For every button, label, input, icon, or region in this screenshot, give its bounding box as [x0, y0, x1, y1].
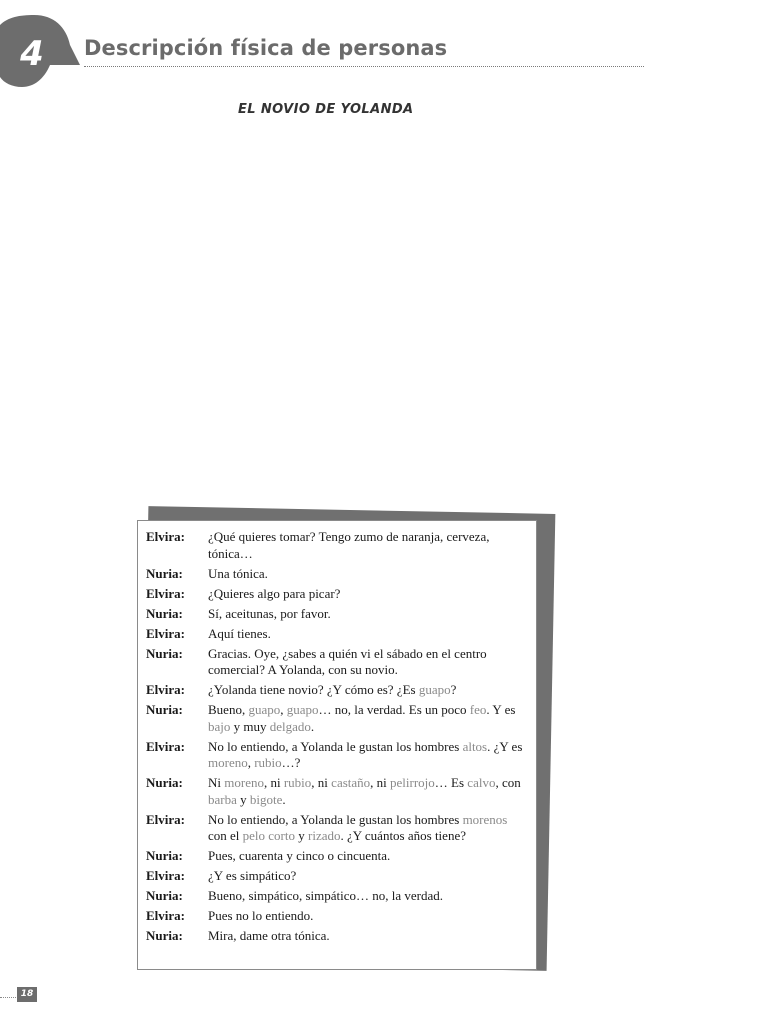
page-dots [0, 997, 16, 998]
dialogue-lines [146, 529, 536, 948]
speaker-name: Nuria: [146, 565, 183, 581]
speech-segment: . Y es [486, 702, 516, 717]
speech-segment: Bueno, simpático, simpático… no, la verdad. [208, 888, 444, 903]
dialogue-line [146, 868, 536, 885]
speech-segment: ¿Y es simpático? [208, 868, 297, 883]
speech-segment: Gracias. Oye, ¿sabes a quién vi el sábado en el centro comercial? A Yolanda, con su novio. [208, 645, 487, 677]
speech-segment: … Es [434, 775, 468, 790]
speaker-name: Elvira: [146, 811, 185, 827]
dialogue-line [146, 812, 536, 845]
highlighted-vocabulary: bajo [208, 718, 231, 734]
dialogue-line [146, 775, 536, 808]
highlighted-vocabulary: rubio [283, 775, 312, 790]
speech-text [208, 646, 536, 679]
speech-segment: con el [208, 828, 243, 843]
speech-segment: , [247, 755, 255, 770]
speaker-name: Elvira: [146, 625, 185, 641]
speech-segment: y [236, 791, 250, 807]
speaker-name: Nuria: [146, 775, 183, 790]
dialogue-line [146, 702, 536, 735]
dialogue-line [146, 928, 536, 945]
speech-segment: ? [450, 682, 457, 697]
speaker-name: Nuria: [146, 888, 183, 903]
speaker-name: Nuria: [146, 928, 183, 943]
dialogue-line [146, 606, 536, 623]
highlighted-vocabulary: delgado [269, 718, 311, 734]
highlighted-vocabulary: feo [469, 702, 487, 717]
speech-text [208, 868, 536, 885]
speaker-name: Elvira: [146, 908, 185, 923]
speech-segment: Ni [208, 775, 225, 790]
speaker-name: Nuria: [146, 848, 183, 863]
speech-text [208, 626, 536, 643]
unit-number: 4 [20, 34, 44, 74]
speech-text [208, 775, 536, 808]
speech-segment: y muy [230, 718, 270, 734]
highlighted-vocabulary: calvo [467, 775, 496, 790]
highlighted-vocabulary: altos [462, 738, 488, 754]
highlighted-vocabulary: rizado [308, 828, 341, 843]
title-divider [84, 66, 644, 67]
speech-text [208, 908, 536, 925]
highlighted-vocabulary: guapo [286, 702, 319, 717]
speech-text [208, 529, 536, 562]
speech-segment: ¿Qué quieres tomar? Tengo zumo de naranja, cerveza, tónica… [208, 529, 490, 561]
speech-text [208, 848, 536, 865]
unit-title: Descripción física de personas [84, 36, 448, 60]
speech-text [208, 606, 536, 623]
dialogue-line [146, 566, 536, 583]
speaker-name: Nuria: [146, 702, 183, 717]
unit-badge [0, 15, 80, 87]
speech-text [208, 888, 536, 905]
dialog-title: EL NOVIO DE YOLANDA [238, 102, 414, 117]
dialogue-line [146, 908, 536, 925]
speech-segment: , [280, 702, 287, 717]
highlighted-vocabulary: morenos [462, 811, 508, 827]
speech-segment: Bueno, [208, 702, 249, 717]
speech-segment: y [295, 828, 308, 843]
speech-segment: Mira, dame otra tónica. [208, 928, 330, 943]
highlighted-vocabulary: rubio [254, 755, 282, 770]
speech-segment: , con [495, 775, 521, 790]
speech-segment: Pues, cuarenta y cinco o cincuenta. [208, 848, 391, 863]
highlighted-vocabulary: moreno [208, 755, 248, 770]
page-number: 18 [17, 987, 37, 1002]
highlighted-vocabulary: pelirrojo [390, 775, 435, 790]
speaker-name: Elvira: [146, 682, 185, 697]
speech-segment: …? [281, 755, 301, 770]
highlighted-vocabulary: bigote [249, 791, 283, 807]
speech-segment: Una tónica. [208, 565, 268, 581]
speech-segment: Sí, aceitunas, por favor. [208, 605, 331, 621]
highlighted-vocabulary: moreno [224, 775, 264, 790]
speech-segment: Aquí tienes. [208, 625, 271, 641]
speaker-name: Nuria: [146, 645, 183, 661]
dialogue-line [146, 626, 536, 643]
speech-segment: Pues no lo entiendo. [208, 908, 314, 923]
speech-segment: … no, la verdad. Es un poco [318, 702, 470, 717]
speech-text [208, 682, 536, 699]
speech-segment: No lo entiendo, a Yolanda le gustan los hombres [208, 811, 463, 827]
speech-segment: No lo entiendo, a Yolanda le gustan los hombres [208, 738, 463, 754]
speech-segment: ¿Yolanda tiene novio? ¿Y cómo es? ¿Es [208, 682, 419, 697]
speech-text [208, 586, 536, 603]
highlighted-vocabulary: guapo [418, 682, 451, 697]
speech-segment: . ¿Y es [487, 738, 523, 754]
dialogue-line [146, 848, 536, 865]
speech-segment: , ni [311, 775, 332, 790]
dialogue-line [146, 888, 536, 905]
speech-segment: . ¿Y cuántos años tiene? [340, 828, 466, 843]
speech-segment: ¿Quieres algo para picar? [208, 585, 341, 601]
speech-text [208, 702, 536, 735]
speaker-name: Elvira: [146, 529, 185, 544]
speech-text [208, 928, 536, 945]
speech-text [208, 739, 536, 772]
highlighted-vocabulary: castaño [331, 775, 371, 790]
speech-text [208, 812, 536, 845]
speech-text [208, 566, 536, 583]
speech-segment: . [310, 718, 315, 734]
dialogue-line [146, 739, 536, 772]
dialogue-line [146, 586, 536, 603]
dialogue-line [146, 646, 536, 679]
speaker-name: Elvira: [146, 868, 185, 883]
speech-segment: , ni [263, 775, 284, 790]
dialogue-card [137, 520, 537, 970]
highlighted-vocabulary: barba [208, 791, 237, 807]
highlighted-vocabulary: guapo [248, 702, 281, 717]
dialogue-line [146, 682, 536, 699]
speaker-name: Elvira: [146, 738, 185, 754]
speech-segment: . [282, 791, 286, 807]
highlighted-vocabulary: pelo corto [242, 828, 295, 843]
dialogue-line [146, 529, 536, 562]
speaker-name: Elvira: [146, 585, 185, 601]
speech-segment: , ni [370, 775, 391, 790]
speaker-name: Nuria: [146, 605, 183, 621]
